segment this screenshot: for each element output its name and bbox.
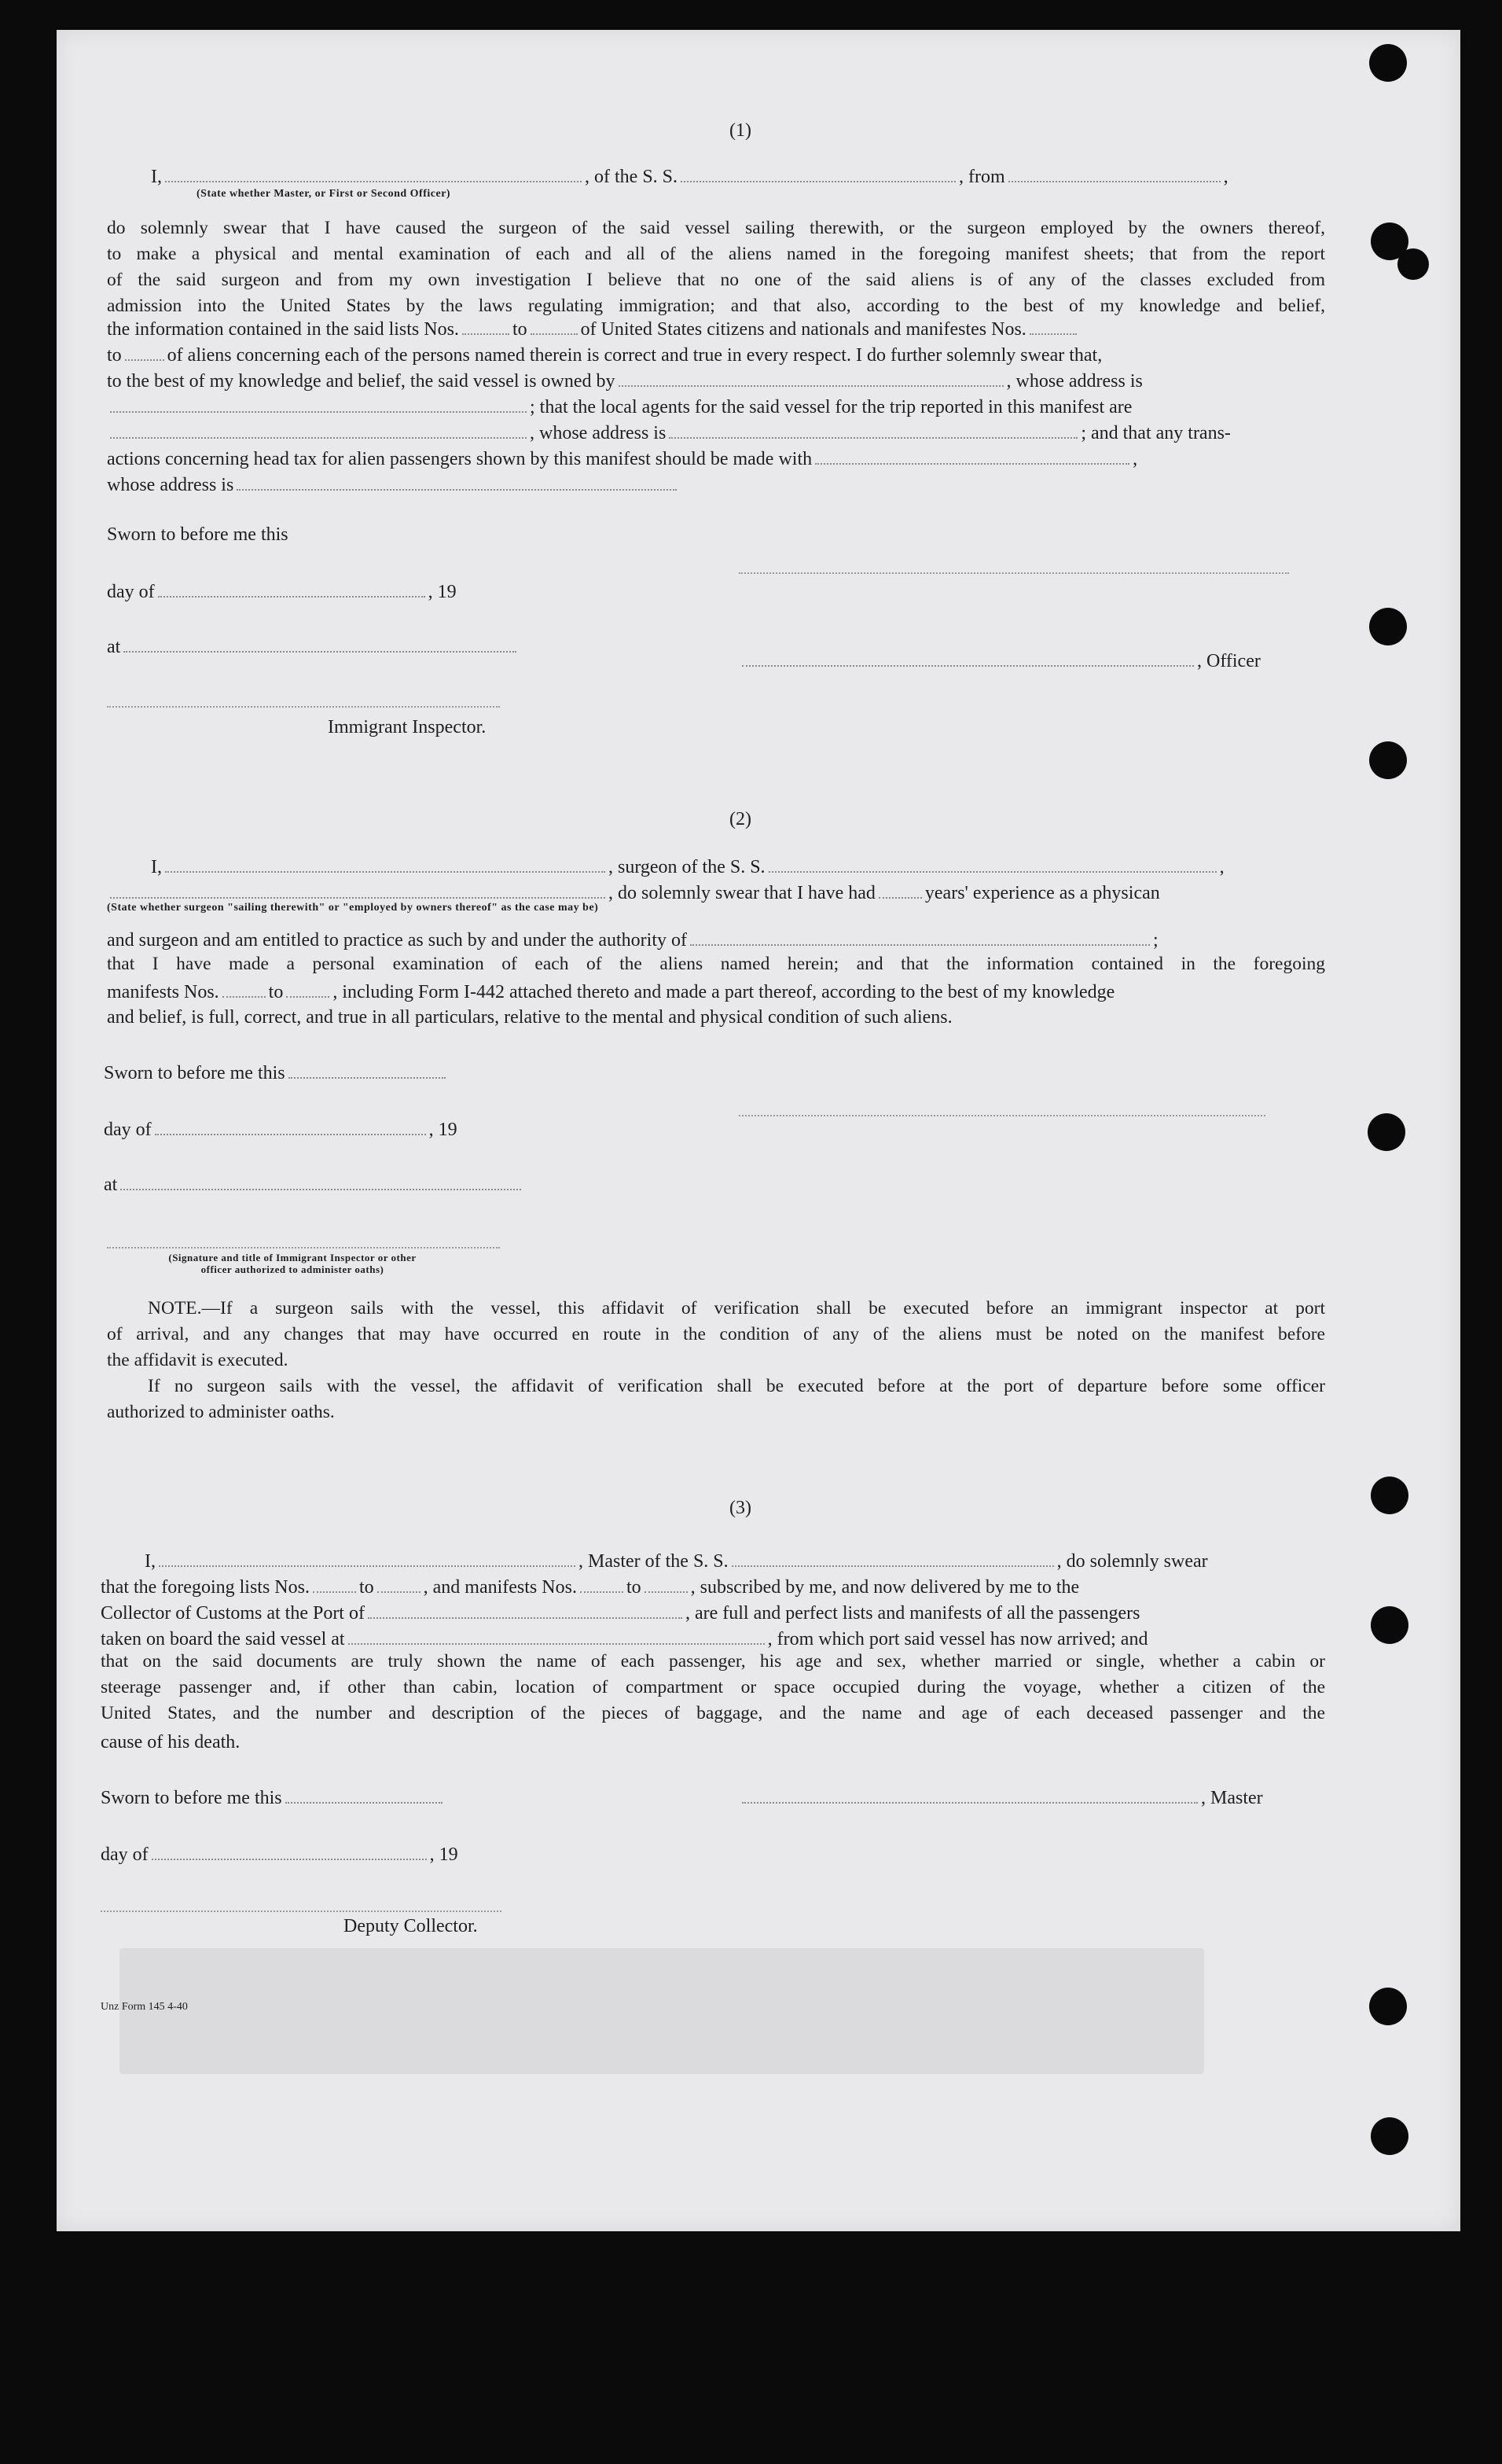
owned-line (107, 371, 1143, 391)
blank-field[interactable] (120, 1175, 521, 1190)
blank-field[interactable] (531, 319, 578, 335)
text-line: to make a physical and mental examination of each and all of the aliens named in the foregoing manifest sheets; that from the report (107, 244, 1325, 264)
text-line: that on the said documents are truly shown the name of each passenger, his age and sex, whether married or single, whether a cabin or (101, 1651, 1325, 1671)
label: day of (101, 1844, 149, 1865)
label: and surgeon and am entitled to practice as such by and under the authority of (107, 930, 687, 951)
label: to (512, 319, 527, 340)
punch-hole (1369, 44, 1407, 82)
signature-note (127, 1252, 457, 1275)
label: Collector of Customs at the Port of (101, 1603, 365, 1624)
section-number: (1) (729, 120, 751, 141)
label: Sworn to before me this (104, 1063, 285, 1083)
text-line: officer authorized to administer oaths) (200, 1263, 384, 1275)
punch-hole (1369, 741, 1407, 779)
officer-signature-line (739, 651, 1261, 671)
manifest-page (57, 30, 1460, 2231)
label: , Master (1201, 1788, 1263, 1808)
punch-hole (1371, 1606, 1408, 1644)
text-line: If no surgeon sails with the vessel, the affidavit of verification shall be executed before at the port of departure before some officer (148, 1376, 1325, 1396)
blank-field[interactable] (285, 1788, 443, 1804)
label: I, (145, 1551, 156, 1572)
sworn-label: Sworn to before me this (107, 524, 288, 545)
label: taken on board the said vessel at (101, 1629, 345, 1649)
label: , from (959, 167, 1005, 187)
text-line: steerage passenger and, if other than cabin, location of compartment or space occupied during the voyage, whether a citizen of the (101, 1677, 1325, 1697)
label: to the best of my knowledge and belief, the said vessel is owned by (107, 371, 615, 392)
inspector-label: Immigrant Inspector. (328, 717, 487, 737)
blank-field[interactable] (110, 423, 527, 439)
signature-line[interactable] (739, 1115, 1265, 1116)
blank-field[interactable] (165, 167, 582, 182)
form-number: Unz Form 145 4-40 (101, 2001, 188, 2013)
label: to (358, 1577, 374, 1598)
officer-line (151, 167, 1228, 186)
experience-line (107, 883, 1160, 903)
sworn-label (104, 1063, 449, 1083)
blank-field[interactable] (669, 423, 1078, 439)
blank-field[interactable] (222, 982, 266, 998)
day-of-line (101, 1844, 458, 1864)
label: , surgeon of the S. S. (608, 857, 766, 877)
blank-field[interactable] (152, 1844, 427, 1860)
whose-address-line (107, 475, 680, 495)
punch-hole (1369, 608, 1407, 645)
blank-field[interactable] (815, 449, 1129, 465)
label: whose address is (107, 475, 234, 495)
agents-address-line (107, 423, 1231, 443)
blank-field[interactable] (690, 930, 1150, 946)
blank-field[interactable] (165, 857, 605, 873)
blank-field[interactable] (286, 982, 329, 998)
label: at (104, 1175, 118, 1195)
text-line: (Signature and title of Immigrant Inspector or other (168, 1252, 417, 1263)
label: actions concerning head tax for alien passengers shown by this manifest should be made with (107, 449, 813, 469)
aliens-line (107, 345, 1102, 365)
blank-field[interactable] (879, 883, 922, 899)
label: , (1223, 167, 1228, 187)
blank-field[interactable] (155, 1120, 426, 1135)
blank-field[interactable] (110, 883, 605, 899)
lists-line (101, 1577, 1079, 1597)
blank-field[interactable] (619, 371, 1004, 387)
at-line (107, 637, 520, 656)
label: , do solemnly swear (1056, 1551, 1208, 1572)
blank-field[interactable] (110, 397, 527, 413)
blank-field[interactable] (1008, 167, 1221, 182)
punch-hole (1371, 1477, 1408, 1514)
agents-line (107, 397, 1132, 417)
label: , 19 (428, 1120, 457, 1140)
blank-field[interactable] (1030, 319, 1077, 335)
authority-line (107, 930, 1159, 950)
label: day of (107, 582, 155, 602)
label: , whose address is (1006, 371, 1143, 392)
manifests-line (107, 982, 1115, 1002)
blank-field[interactable] (237, 475, 677, 491)
text-line: admission into the United States by the laws regulating immigration; and that also, according to the best of my knowledge and belief, (107, 296, 1325, 316)
blank-field[interactable] (462, 319, 509, 335)
surgeon-note: (State whether surgeon "sailing therewith" or "employed by owners thereof" as the case may be) (107, 902, 599, 914)
label: , Officer (1197, 651, 1261, 671)
label: , 19 (428, 582, 457, 602)
label: , from which port said vessel has now arrived; and (767, 1629, 1148, 1649)
blank-field[interactable] (125, 345, 164, 361)
label: manifests Nos. (107, 982, 219, 1002)
label: , are full and perfect lists and manifests of all the passengers (685, 1603, 1140, 1624)
day-of-line (104, 1120, 457, 1139)
inspector-line[interactable] (107, 706, 500, 708)
text-line: of the said surgeon and from my own investigation I believe that no one of the said aliens is of any of the classes excluded from (107, 270, 1325, 290)
label: ; that the local agents for the said vessel for the trip reported in this manifest are (530, 397, 1133, 417)
blank-field[interactable] (123, 637, 516, 653)
label: ; and that any trans- (1081, 423, 1231, 443)
label: , whose address is (530, 423, 667, 443)
label: , do solemnly swear that I have had (608, 883, 876, 903)
label: years' experience as a physican (924, 883, 1160, 903)
label: to (268, 982, 284, 1002)
label: , (1133, 449, 1138, 469)
blank-field[interactable] (769, 857, 1217, 873)
section-number: (3) (729, 1498, 751, 1518)
officer-note: (State whether Master, or First or Second Officer) (196, 188, 451, 200)
blank-field[interactable] (348, 1629, 765, 1645)
punch-hole (1369, 1988, 1407, 2025)
label: , subscribed by me, and now delivered by me to the (690, 1577, 1080, 1598)
collector-line (101, 1603, 1140, 1623)
text-line: do solemnly swear that I have caused the surgeon of the said vessel sailing therewith, or the surgeon employed by the owners thereof, (107, 218, 1325, 238)
label: , of the S. S. (585, 167, 678, 187)
label: of aliens concerning each of the persons named therein is correct and true in every respect. I do further solemnly swear that, (167, 345, 1103, 366)
oath-paragraph-1 (107, 215, 1325, 319)
label: of United States citizens and nationals and manifestes Nos. (580, 319, 1026, 340)
blank-field[interactable] (158, 582, 425, 598)
sworn-label (101, 1788, 446, 1808)
text-line: of arrival, and any changes that may have occurred en route in the condition of any of the aliens must be noted on the manifest before (107, 1324, 1325, 1344)
label: at (107, 637, 121, 657)
master-line (145, 1551, 1208, 1571)
collector-signature-line[interactable] (101, 1911, 501, 1912)
inspector-line[interactable] (107, 1247, 500, 1249)
blank-field[interactable] (732, 1551, 1054, 1567)
blank-field[interactable] (645, 1577, 688, 1593)
blank-field[interactable] (313, 1577, 356, 1593)
label: the information contained in the said lists Nos. (107, 319, 459, 340)
master-signature-line (739, 1788, 1263, 1808)
section-number: (2) (729, 809, 751, 829)
at-line (104, 1175, 524, 1194)
label: Sworn to before me this (101, 1788, 282, 1808)
lists-line (107, 319, 1080, 339)
blank-field[interactable] (288, 1063, 446, 1079)
deputy-label: Deputy Collector. (343, 1916, 478, 1936)
blank-field[interactable] (681, 167, 956, 182)
taken-on-board-line (101, 1629, 1148, 1649)
label: , Master of the S. S. (578, 1551, 729, 1572)
head-tax-line (107, 449, 1137, 469)
bleed-through (119, 1948, 1204, 2074)
label: to (626, 1577, 641, 1598)
note-paragraph (107, 1296, 1325, 1425)
label: , including Form I-442 attached thereto and made a part thereof, according to the best of my knowledge (332, 982, 1115, 1002)
blank-field[interactable] (742, 651, 1194, 667)
day-of-line (107, 582, 457, 601)
label: to (107, 345, 122, 366)
punch-hole (1371, 2117, 1408, 2155)
blank-field[interactable] (377, 1577, 420, 1593)
punch-hole (1397, 248, 1429, 280)
blank-field[interactable] (159, 1551, 575, 1567)
label: I, (151, 167, 162, 187)
text-line: NOTE.—If a surgeon sails with the vessel, this affidavit of verification shall be executed before an immigrant inspector at port (148, 1298, 1325, 1318)
surgeon-line (151, 857, 1225, 877)
punch-hole (1368, 1113, 1405, 1151)
blank-field[interactable] (580, 1577, 623, 1593)
text-line: the affidavit is executed. (107, 1350, 288, 1370)
belief-line: and belief, is full, correct, and true in all particulars, relative to the mental and physical condition of such aliens. (107, 1007, 953, 1028)
examination-text: that I have made a personal examination of each of the aliens named herein; and that the information contained in the foregoing (107, 954, 1325, 974)
text-line: United States, and the number and description of the pieces of baggage, and the name and age of each deceased passenger and the (101, 1703, 1325, 1723)
signature-line[interactable] (739, 572, 1289, 574)
documents-paragraph (101, 1649, 1325, 1727)
text-line: authorized to administer oaths. (107, 1402, 335, 1422)
label: that the foregoing lists Nos. (101, 1577, 310, 1598)
death-line: cause of his death. (101, 1732, 241, 1752)
label: day of (104, 1120, 152, 1140)
label: , (1219, 857, 1225, 877)
label: I, (151, 857, 162, 877)
label: , 19 (429, 1844, 458, 1865)
blank-field[interactable] (742, 1788, 1198, 1804)
label: , and manifests Nos. (423, 1577, 577, 1598)
blank-field[interactable] (368, 1603, 682, 1619)
label: ; (1153, 930, 1159, 951)
